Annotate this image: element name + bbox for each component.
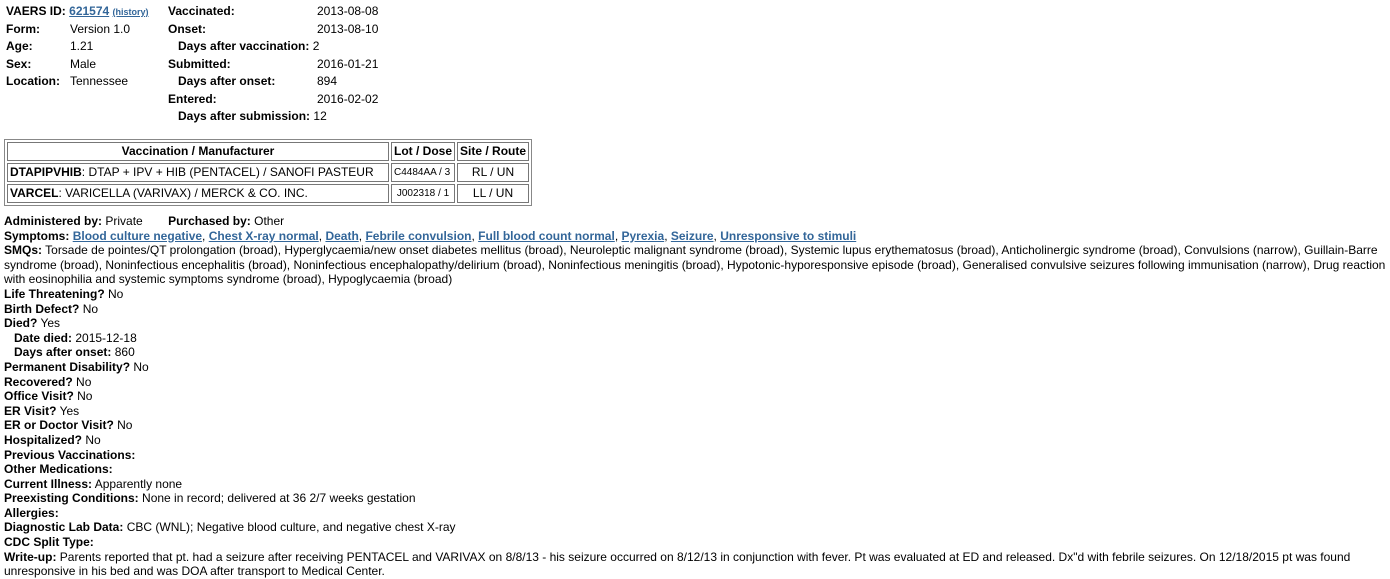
allergies-row bbox=[4, 506, 1388, 521]
days-after-submission-label: Days after submission: bbox=[178, 109, 311, 123]
table-row bbox=[7, 163, 529, 182]
onset-label: Onset: bbox=[168, 21, 207, 36]
writeup-value: Parents reported that pt. had a seizure after receiving PENTACEL and VARIVAX on 8/8/13 - his seizure occurred on 8/12/13 in conjunction with fever. Pt was evaluated at ED and released. Dx"d with febrile seizures. On 12/18/2015 pt was found unresponsive in his bed and was DOA after transport to Medical Center. bbox=[4, 549, 1351, 579]
purchased-label: Purchased by: bbox=[168, 214, 251, 228]
diagnostic-value: CBC (WNL); Negative blood culture, and negative chest X-ray bbox=[126, 520, 456, 535]
administered-row bbox=[4, 214, 1388, 229]
died-label: Died? bbox=[4, 316, 38, 331]
submitted-label: Submitted: bbox=[168, 56, 231, 71]
symptoms-row: Symptoms: Blood culture negative, Chest X-ray normal, Death, Febrile convulsion, Full blood count normal, Pyrexia, Seizure, Unresponsive to stimuli bbox=[4, 228, 857, 243]
days-after-onset-died-row bbox=[4, 345, 1388, 360]
days-after-onset-died-label: Days after onset: bbox=[14, 345, 112, 360]
office-visit-value: No bbox=[77, 389, 93, 404]
vaccination-table bbox=[4, 139, 532, 206]
birth-defect-label: Birth Defect? bbox=[4, 301, 80, 316]
life-threatening-row bbox=[4, 287, 1388, 302]
report-details bbox=[4, 214, 1388, 579]
recovered-value: No bbox=[76, 374, 92, 389]
days-after-submission-value: 12 bbox=[313, 109, 327, 123]
administered-label: Administered by: bbox=[4, 214, 103, 228]
vaccine-cell bbox=[7, 163, 389, 182]
er-doctor-label: ER or Doctor Visit? bbox=[4, 418, 114, 433]
vaers-id-label: VAERS ID: bbox=[6, 4, 66, 18]
administered-value: Private bbox=[105, 214, 143, 228]
location-label: Location: bbox=[6, 74, 60, 88]
smqs-row bbox=[4, 243, 1388, 287]
other-medications-label: Other Medications: bbox=[4, 462, 113, 477]
entered-label: Entered: bbox=[168, 91, 217, 106]
permanent-disability-label: Permanent Disability? bbox=[4, 359, 131, 374]
days-after-vaccination-label: Days after vaccination: bbox=[178, 39, 310, 53]
report-header bbox=[4, 3, 1390, 131]
days-after-vaccination-value: 2 bbox=[312, 39, 320, 53]
previous-vaccinations-label: Previous Vaccinations: bbox=[4, 447, 136, 462]
vaccinated-value: 2013-08-08 bbox=[317, 4, 379, 18]
lot-dose-cell: C4484AA / 3 bbox=[391, 163, 455, 182]
allergies-label: Allergies: bbox=[4, 505, 59, 520]
days-after-submission-row bbox=[178, 108, 327, 125]
symptoms-label: Symptoms: bbox=[4, 228, 70, 243]
writeup-label: Write-up: bbox=[4, 549, 57, 564]
days-after-onset-value: 894 bbox=[317, 74, 338, 88]
col-lot-dose: Lot / Dose bbox=[391, 142, 455, 161]
er-visit-value: Yes bbox=[59, 403, 80, 418]
other-medications-row bbox=[4, 462, 1388, 477]
died-row bbox=[4, 316, 1388, 331]
cdc-split-row bbox=[4, 535, 1388, 550]
vaccine-desc: : VARICELLA (VARIVAX) / MERCK & CO. INC. bbox=[58, 186, 308, 200]
symptom-link[interactable]: Unresponsive to stimuli bbox=[720, 228, 857, 243]
sex-label: Sex: bbox=[6, 56, 32, 71]
hospitalized-row bbox=[4, 433, 1388, 448]
smqs-value: Torsade de pointes/QT prolongation (broad), Hyperglycaemia/new onset diabetes mellitus (broad), Neuroleptic malignant syndrome (broad), Systemic lupus erythematosus (broad), Anticholinergic syndrome (broad), Convulsions (narrow), Guillain-Barre syndrome (broad), Noninfectious encephalitis (broad), Noninfectious encephalopathy/delirium (broad), Noninfectious meningitis (broad), Hypotonic-hyporesponsive episode (broad), Generalised convulsive seizures following immunisation (narrow), Drug reaction with eosinophilia and systemic symptoms syndrome (broad), Hypoglycaemia (broad) bbox=[4, 243, 1386, 287]
life-threatening-label: Life Threatening? bbox=[4, 286, 105, 301]
submitted-value: 2016-01-21 bbox=[317, 56, 379, 71]
symptom-link[interactable]: Full blood count normal bbox=[478, 228, 615, 243]
preexisting-label: Preexisting Conditions: bbox=[4, 491, 139, 506]
diagnostic-row bbox=[4, 520, 1388, 535]
vaers-id-row bbox=[6, 3, 149, 21]
age-label: Age: bbox=[6, 39, 33, 53]
cdc-split-label: CDC Split Type: bbox=[4, 535, 94, 550]
location-value: Tennessee bbox=[70, 74, 129, 88]
life-threatening-value: No bbox=[108, 286, 124, 301]
entered-value: 2016-02-02 bbox=[317, 91, 379, 106]
vaccine-code: VARCEL bbox=[10, 186, 59, 200]
preexisting-value: None in record; delivered at 36 2/7 weeks gestation bbox=[142, 491, 416, 506]
died-value: Yes bbox=[40, 316, 61, 331]
symptom-link[interactable]: Pyrexia bbox=[621, 228, 665, 243]
diagnostic-label: Diagnostic Lab Data: bbox=[4, 520, 124, 535]
current-illness-label: Current Illness: bbox=[4, 476, 93, 491]
onset-value: 2013-08-10 bbox=[317, 21, 379, 36]
recovered-label: Recovered? bbox=[4, 374, 73, 389]
preexisting-row bbox=[4, 491, 1388, 506]
vaccinated-label: Vaccinated: bbox=[168, 4, 235, 18]
symptom-link[interactable]: Chest X-ray normal bbox=[208, 228, 319, 243]
birth-defect-row bbox=[4, 302, 1388, 317]
vaccine-code: DTAPIPVHIB bbox=[10, 165, 82, 179]
table-row bbox=[7, 184, 529, 203]
permanent-disability-value: No bbox=[133, 359, 149, 374]
days-after-vaccination-row bbox=[178, 38, 319, 55]
recovered-row bbox=[4, 375, 1388, 390]
er-doctor-row bbox=[4, 418, 1388, 433]
vaccine-cell bbox=[7, 184, 389, 203]
writeup-row bbox=[4, 550, 1388, 579]
er-visit-row bbox=[4, 404, 1388, 419]
birth-defect-value: No bbox=[82, 301, 99, 316]
history-link[interactable]: (history) bbox=[112, 7, 149, 17]
er-visit-label: ER Visit? bbox=[4, 403, 57, 418]
permanent-disability-row bbox=[4, 360, 1388, 375]
table-header-row bbox=[7, 142, 529, 161]
col-site-route: Site / Route bbox=[457, 142, 529, 161]
form-label: Form: bbox=[6, 21, 40, 36]
lot-dose-cell: J002318 / 1 bbox=[391, 184, 455, 203]
col-vaccination-manufacturer: Vaccination / Manufacturer bbox=[7, 142, 389, 161]
age-value: 1.21 bbox=[70, 39, 94, 53]
site-route-cell: RL / UN bbox=[457, 163, 529, 182]
previous-vaccinations-row bbox=[4, 448, 1388, 463]
form-value: Version 1.0 bbox=[70, 21, 131, 36]
symptom-link[interactable]: Death bbox=[325, 228, 359, 243]
smqs-label: SMQs: bbox=[4, 243, 43, 258]
date-died-value: 2015-12-18 bbox=[75, 330, 137, 345]
site-route-cell: LL / UN bbox=[457, 184, 529, 203]
days-after-onset-label: Days after onset: bbox=[178, 74, 276, 88]
current-illness-row bbox=[4, 477, 1388, 492]
days-after-onset-died-value: 860 bbox=[114, 345, 135, 360]
purchased-value: Other bbox=[254, 214, 285, 228]
date-died-label: Date died: bbox=[14, 330, 73, 345]
sex-value: Male bbox=[70, 56, 97, 71]
hospitalized-value: No bbox=[85, 432, 101, 447]
office-visit-row bbox=[4, 389, 1388, 404]
vaccine-desc: : DTAP + IPV + HIB (PENTACEL) / SANOFI PASTEUR bbox=[81, 165, 374, 179]
vaers-id-link[interactable]: 621574 bbox=[69, 4, 110, 18]
symptom-link[interactable]: Seizure bbox=[670, 228, 714, 243]
er-doctor-value: No bbox=[117, 418, 133, 433]
symptom-link[interactable]: Febrile convulsion bbox=[365, 228, 472, 243]
date-died-row bbox=[4, 331, 1388, 346]
current-illness-value: Apparently none bbox=[94, 476, 183, 491]
symptom-link[interactable]: Blood culture negative bbox=[72, 228, 203, 243]
hospitalized-label: Hospitalized? bbox=[4, 432, 83, 447]
office-visit-label: Office Visit? bbox=[4, 389, 74, 404]
